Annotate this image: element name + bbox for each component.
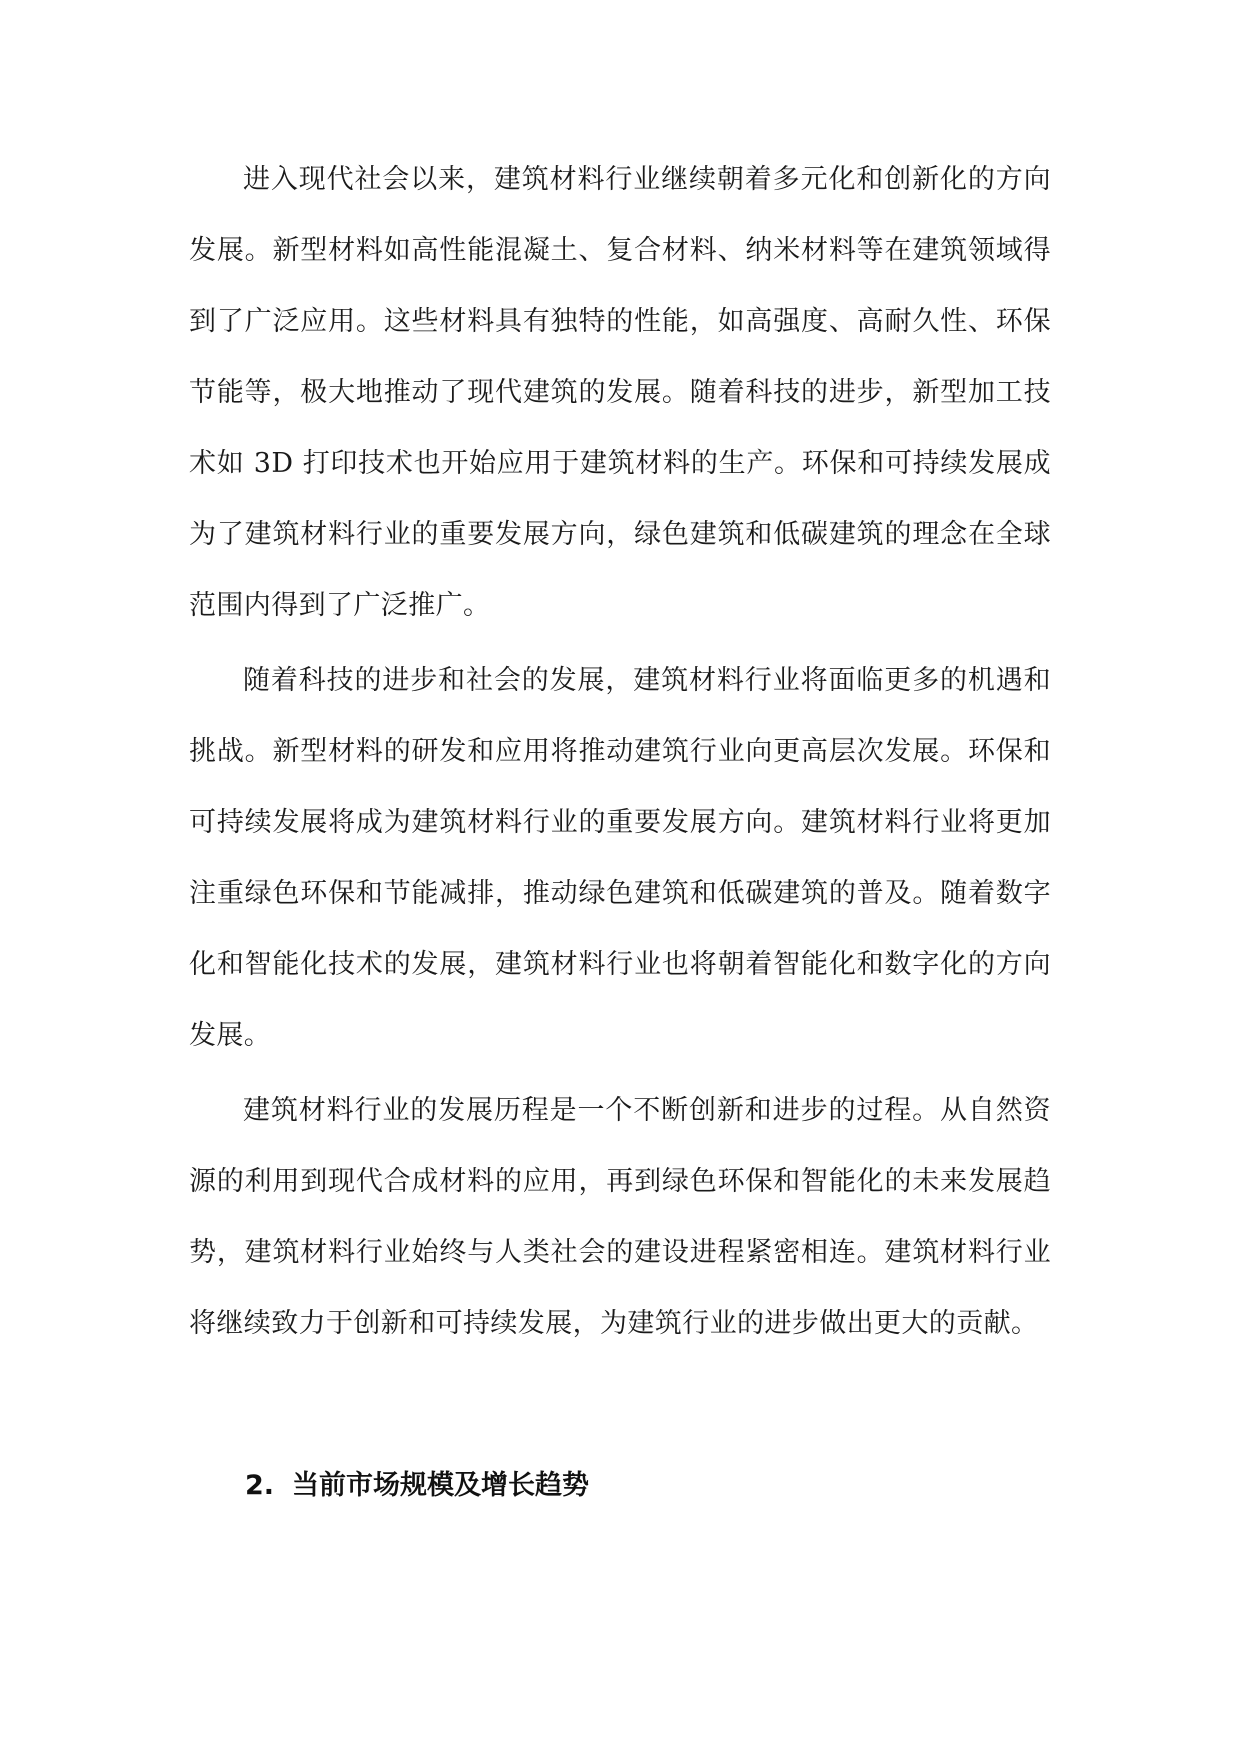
paragraph-summary: 建筑材料行业的发展历程是一个不断创新和进步的过程。从自然资源的利用到现代合成材料的应用，再到绿色环保和智能化的未来发展趋势，建筑材料行业始终与人类社会的建设进程紧密相连。建筑材料行业将继续致力于创新和可持续发展，为建筑行业的进步做出更大的贡献。 <box>189 1095 1051 1339</box>
section-number: 2. <box>245 1470 275 1501</box>
section-title: 当前市场规模及增长趋势 <box>292 1470 590 1501</box>
section-heading <box>245 1466 589 1506</box>
paragraph-future-outlook: 随着科技的进步和社会的发展，建筑材料行业将面临更多的机遇和挑战。新型材料的研发和应用将推动建筑行业向更高层次发展。环保和可持续发展将成为建筑材料行业的重要发展方向。建筑材料行业将更加注重绿色环保和节能减排，推动绿色建筑和低碳建筑的普及。随着数字化和智能化技术的发展，建筑材料行业也将朝着智能化和数字化的方向发展。 <box>189 665 1051 1051</box>
paragraph-modern-development: 进入现代社会以来，建筑材料行业继续朝着多元化和创新化的方向发展。新型材料如高性能混凝土、复合材料、纳米材料等在建筑领域得到了广泛应用。这些材料具有独特的性能，如高强度、高耐久性、环保节能等，极大地推动了现代建筑的发展。随着科技的进步，新型加工技术如 3D 打印技术也开始应用于建筑材料的生产。环保和可持续发展成为了建筑材料行业的重要发展方向，绿色建筑和低碳建筑的理念在全球范围内得到了广泛推广。 <box>189 164 1051 621</box>
body-text <box>189 144 1051 1359</box>
